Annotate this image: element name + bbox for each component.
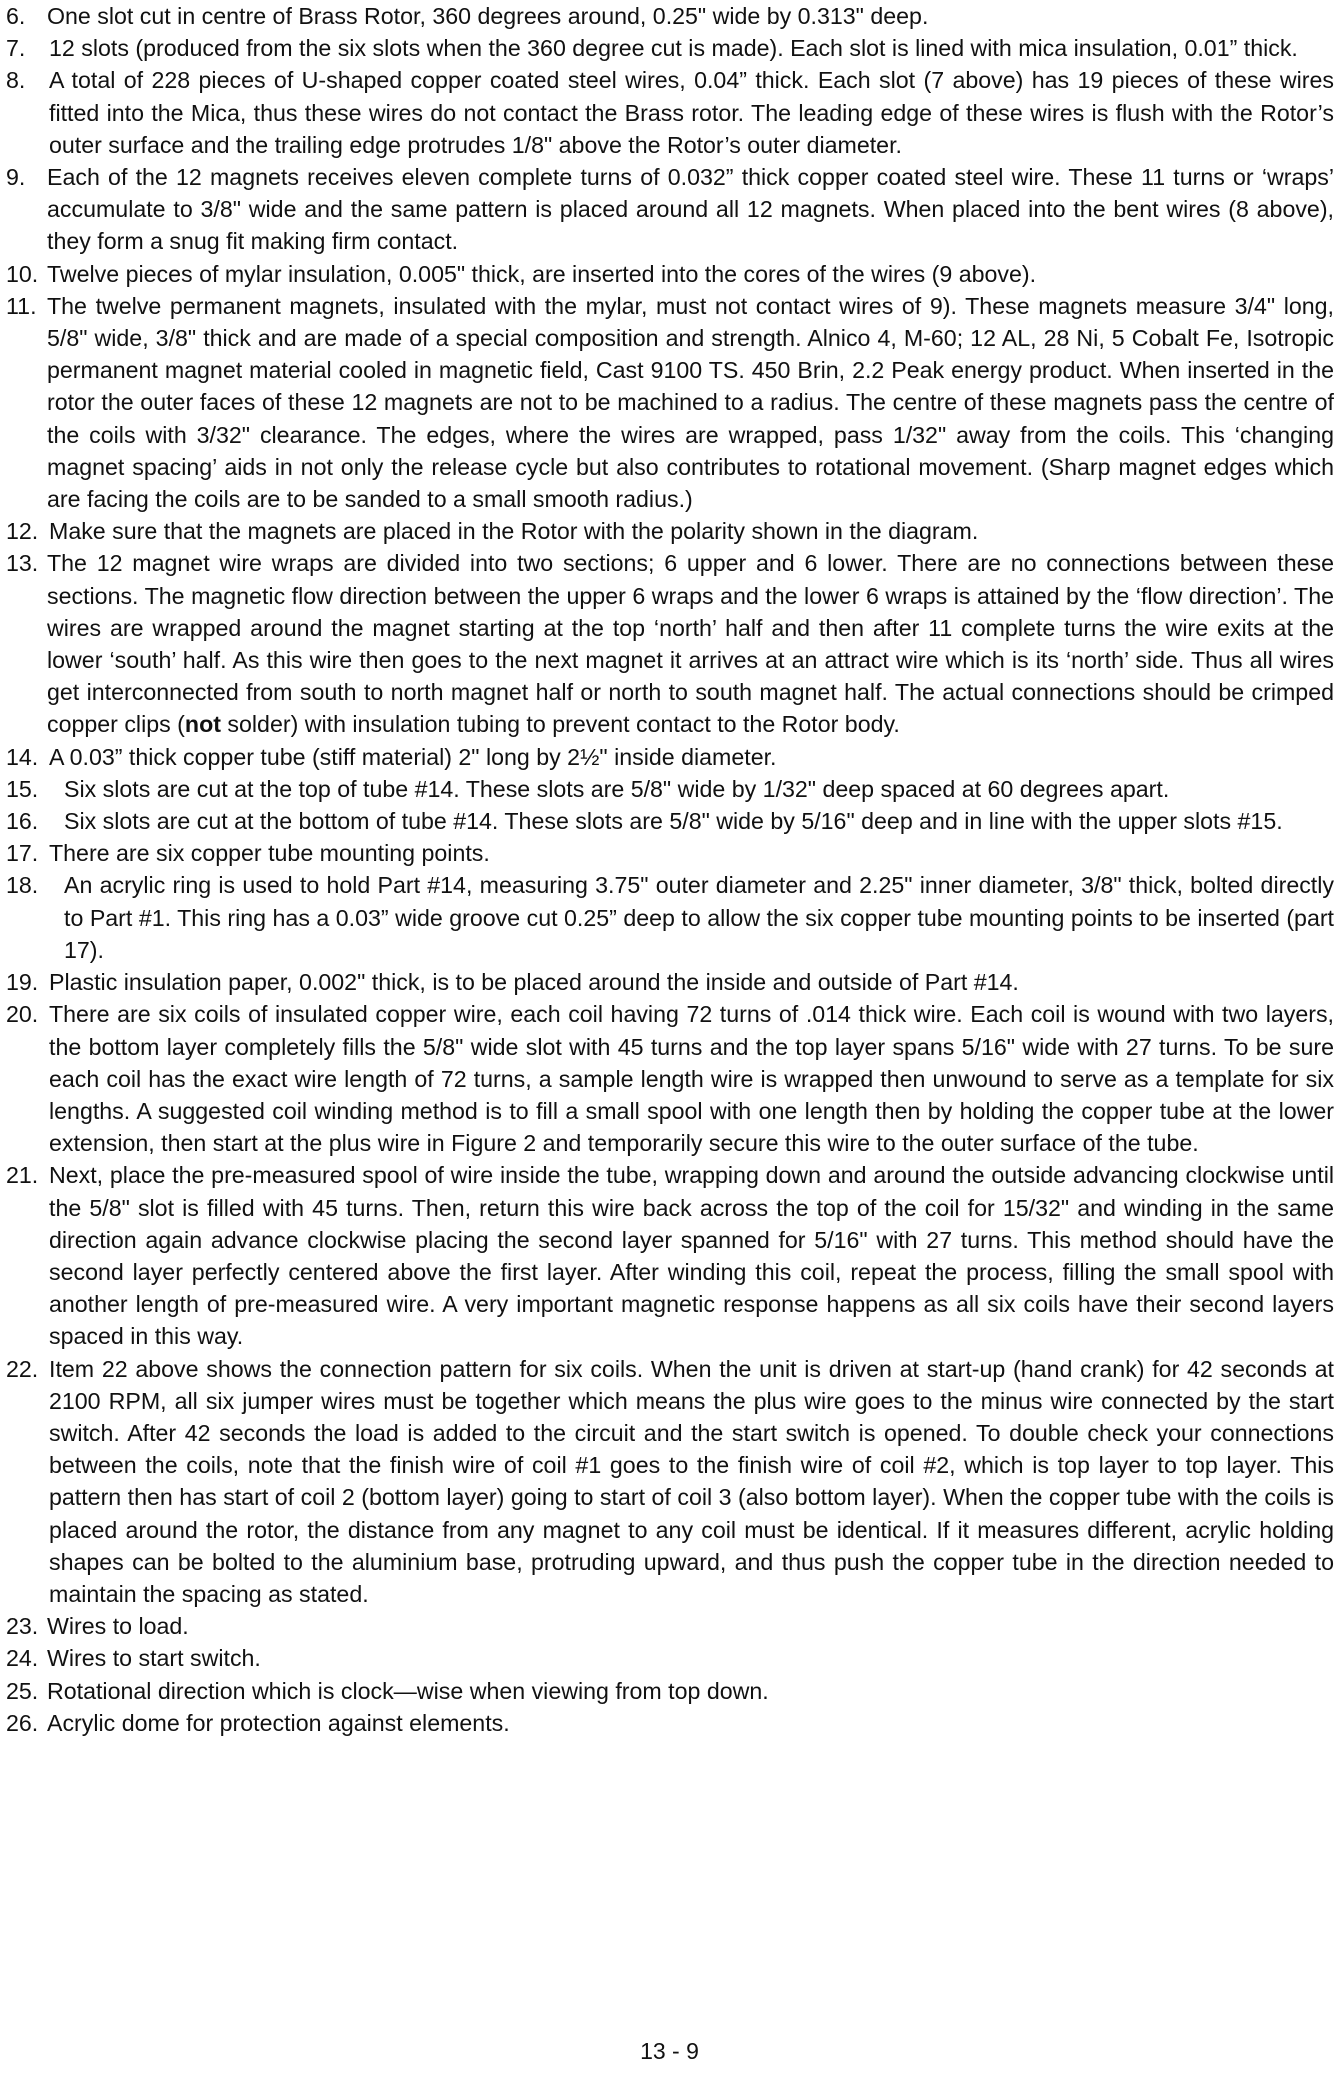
item-text: There are six copper tube mounting points. [49, 840, 490, 867]
item-text: The twelve permanent magnets, insulated with the mylar, must not contact wires of 9). These magnets measure 3/4" long, 5/8" wide, 3/8" thick and are made of a special composition and strength. Alnico 4, M-60; 12 AL, 28 Ni, 5 Cobalt Fe, Isotropic permanent magnet material cooled in magnetic field, Cast 9100 TS. 450 Brin, 2.2 Peak energy product. When inserted in the rotor the outer faces of these 12 magnets are not to be machined to a radius. The centre of these magnets pass the centre of the coils with 3/32" clearance. The edges, where the wires are wrapped, pass 1/32" away from the coils. This ‘changing magnet spacing’ aids in not only the release cycle but also contributes to rotational movement. (Sharp magnet edges which are facing the coils are to be sanded to a small smooth radius.) [47, 292, 1334, 513]
item-number: 25. [6, 1677, 39, 1704]
item-text: A total of 228 pieces of U-shaped copper coated steel wires, 0.04” thick. Each slot (7 above) has 19 pieces of these wires fitted into the Mica, thus these wires do not contact the Brass rotor. The leading edge of these wires is flush with the Rotor’s outer surface and the trailing edge protrudes 1/8" above the Rotor’s outer diameter. [49, 67, 1334, 158]
list-item-18 [6, 869, 1334, 966]
list-item-12 [6, 515, 1334, 547]
item-number: 22. [6, 1355, 39, 1382]
list-item-16 [6, 805, 1334, 837]
item-text [47, 547, 1334, 740]
item-text: 12 slots (produced from the six slots when the 360 degree cut is made). Each slot is lined with mica insulation, 0.01” thick. [49, 35, 1298, 62]
list-item-25 [6, 1675, 1334, 1707]
list-item-15 [6, 773, 1334, 805]
item-number: 17. [6, 840, 39, 867]
item-text: Make sure that the magnets are placed in the Rotor with the polarity shown in the diagram. [49, 518, 979, 545]
list-item-6 [6, 0, 1334, 32]
list-item-26 [6, 1707, 1334, 1739]
item-number: 7. [6, 35, 26, 62]
item-number: 16. [6, 808, 39, 835]
item-number: 21. [6, 1162, 39, 1189]
item-number: 20. [6, 1001, 39, 1028]
list-item-17 [6, 837, 1334, 869]
page-number: 13 - 9 [640, 2038, 699, 2064]
item-number: 14. [6, 743, 39, 770]
emphasis-text: not [184, 711, 221, 738]
list-item-24 [6, 1642, 1334, 1674]
item-number: 26. [6, 1709, 39, 1736]
list-item-23 [6, 1610, 1334, 1642]
item-text: Each of the 12 magnets receives eleven complete turns of 0.032” thick copper coated steel wire. These 11 turns or ‘wraps’ accumulate to 3/8" wide and the same pattern is placed around all 12 magnets. When placed into the bent wires (8 above), they form a snug fit making firm contact. [47, 164, 1334, 255]
list-item-10 [6, 258, 1334, 290]
item-text: Plastic insulation paper, 0.002" thick, is to be placed around the inside and outside of Part #14. [49, 969, 1019, 996]
item-text: Twelve pieces of mylar insulation, 0.005" thick, are inserted into the cores of the wires (9 above). [47, 260, 1037, 287]
list-item-11 [6, 290, 1334, 515]
list-item-20 [6, 998, 1334, 1159]
item-text: Six slots are cut at the bottom of tube #14. These slots are 5/8" wide by 5/16" deep and in line with the upper slots #15. [64, 808, 1283, 835]
item-number: 10. [6, 260, 39, 287]
item-number: 23. [6, 1613, 39, 1640]
item-text: Wires to load. [47, 1613, 189, 1640]
item-text: There are six coils of insulated copper wire, each coil having 72 turns of .014 thick wire. Each coil is wound with two layers, the bottom layer completely fills the 5/8" wide slot with 45 turns and the top layer spans 5/16" wide with 27 turns. To be sure each coil has the exact wire length of 72 turns, a sample length wire is wrapped then unwound to serve as a template for six lengths. A suggested coil winding method is to fill a small spool with one length then by holding the copper tube at the lower extension, then start at the plus wire in Figure 2 and temporarily secure this wire to the outer surface of the tube. [49, 1001, 1334, 1157]
item-number: 8. [6, 67, 26, 94]
list-item-8 [6, 64, 1334, 161]
item-number: 12. [6, 518, 39, 545]
list-item-14 [6, 741, 1334, 773]
item-number: 19. [6, 969, 39, 996]
item-number: 9. [6, 164, 26, 191]
item-text: Rotational direction which is clock—wise when viewing from top down. [47, 1677, 769, 1704]
list-item-13 [6, 547, 1334, 740]
item-number: 6. [6, 3, 26, 29]
list-item-19 [6, 966, 1334, 998]
item-text: Wires to start switch. [47, 1645, 261, 1672]
item-text: Acrylic dome for protection against elements. [47, 1709, 510, 1736]
list-item-7 [6, 32, 1334, 64]
item-number: 24. [6, 1645, 39, 1672]
list-item-21 [6, 1159, 1334, 1352]
item-number: 11. [6, 292, 37, 319]
item-text: Six slots are cut at the top of tube #14. These slots are 5/8" wide by 1/32" deep spaced at 60 degrees apart. [64, 775, 1170, 802]
item-text: One slot cut in centre of Brass Rotor, 360 degrees around, 0.25" wide by 0.313" deep. [47, 3, 929, 29]
item-text: Item 22 above shows the connection pattern for six coils. When the unit is driven at start-up (hand crank) for 42 seconds at 2100 RPM, all six jumper wires must be together which means the plus wire goes to the minus wire connected by the start switch. After 42 seconds the load is added to the circuit and the start switch is opened. To double check your connections between the coils, note that the finish wire of coil #1 goes to the finish wire of coil #2, which is top layer to top layer. This pattern then has start of coil 2 (bottom layer) going to start of coil 3 (also bottom layer). When the copper tube with the coils is placed around the rotor, the distance from any magnet to any coil must be identical. If it measures different, acrylic holding shapes can be bolted to the aluminium base, protruding upward, and thus push the copper tube in the direction needed to maintain the spacing as stated. [49, 1355, 1334, 1607]
item-text-part: solder) with insulation tubing to prevent contact to the Rotor body. [220, 711, 900, 738]
item-text: An acrylic ring is used to hold Part #14, measuring 3.75" outer diameter and 2.25" inner diameter, 3/8" thick, bolted directly to Part #1. This ring has a 0.03” wide groove cut 0.25” deep to allow the six copper tube mounting points to be inserted (part 17). [64, 872, 1334, 963]
parts-list [6, 0, 1334, 1739]
list-item-22 [6, 1353, 1334, 1611]
item-text: A 0.03” thick copper tube (stiff material) 2" long by 2½" inside diameter. [49, 743, 777, 770]
item-number: 15. [6, 775, 39, 802]
item-number: 13. [6, 550, 39, 577]
item-text-part: The 12 magnet wire wraps are divided into two sections; 6 upper and 6 lower. There are no connections between these sections. The magnetic flow direction between the upper 6 wraps and the lower 6 wraps is attained by the ‘flow direction’. The wires are wrapped around the magnet starting at the top ‘north’ half and then after 11 complete turns the wire exits at the lower ‘south’ half. As this wire then goes to the next magnet it arrives at an attract wire which is its ‘north’ side. Thus all wires get interconnected from south to north magnet half or north to south magnet half. The actual connections should be crimped copper clips ( [47, 550, 1334, 738]
item-number: 18. [6, 872, 39, 899]
list-item-9 [6, 161, 1334, 258]
item-text: Next, place the pre-measured spool of wire inside the tube, wrapping down and around the outside advancing clockwise until the 5/8" slot is filled with 45 turns. Then, return this wire back across the top of the coil for 15/32" and winding in the same direction again advance clockwise placing the second layer spanned for 5/16" with 27 turns. This method should have the second layer perfectly centered above the first layer. After winding this coil, repeat the process, filling the small spool with another length of pre-measured wire. A very important magnetic response happens as all six coils have their second layers spaced in this way. [49, 1162, 1334, 1350]
